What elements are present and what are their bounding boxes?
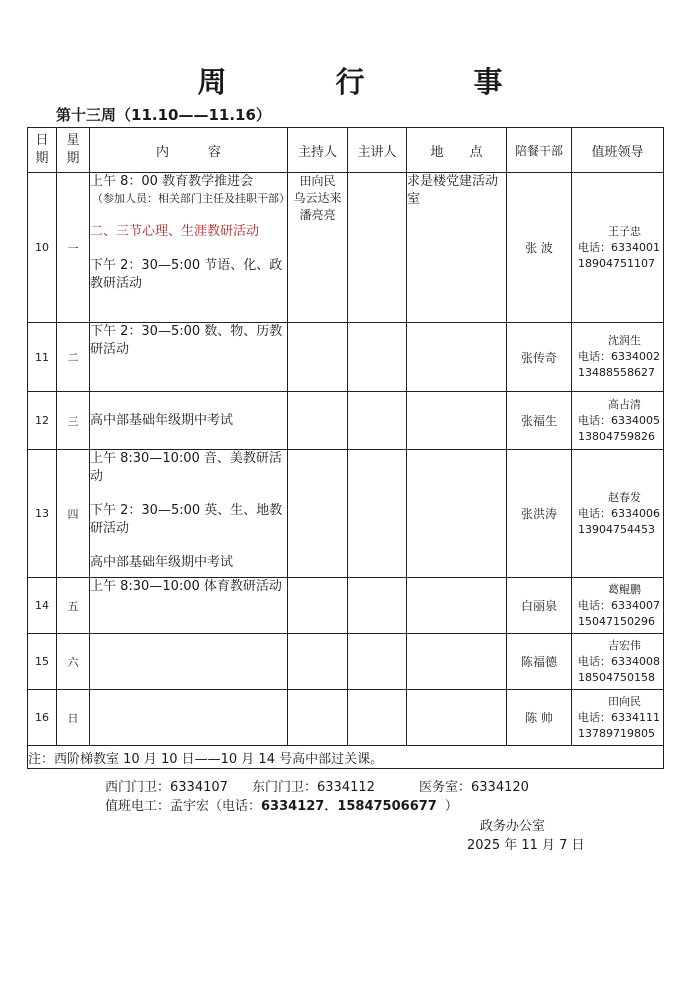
content-line: 上午 8:30—10:00 体育教研活动 [90, 579, 282, 594]
leader-mobile: 13904754453 [578, 522, 655, 536]
content-cell [90, 634, 288, 690]
leader-phone: 电话：6334002 [578, 350, 660, 363]
escort-cell: 陈 帅 [507, 690, 572, 746]
content-line: 高中部基础年级期中考试 [90, 412, 234, 428]
escort-cell: 张洪涛 [507, 450, 572, 578]
leader-phone: 电话：6334005 [578, 413, 660, 427]
table-row [28, 392, 664, 450]
content-line: 二、三节心理、生涯教研活动 [90, 224, 260, 239]
weekday-cell: 五 [57, 578, 90, 634]
place-cell: 求是楼党建活动室 [407, 173, 507, 323]
leader-phone: 电话：6334007 [578, 598, 660, 612]
weekday-cell: 四 [57, 450, 90, 578]
col-header-speaker: 主讲人 [348, 128, 407, 173]
speaker-cell [348, 450, 407, 578]
host-name: 乌云达来 [293, 191, 342, 205]
content-line: 上午 8:30—10:00 音、美教研活动 [90, 451, 282, 484]
leader-mobile: 13488558627 [578, 366, 655, 379]
host-cell [288, 634, 348, 690]
col-header-date: 日 期 [28, 128, 57, 173]
table-row [28, 578, 664, 634]
date-cell: 12 [28, 392, 57, 450]
leader-cell [572, 634, 664, 690]
weekday-cell: 三 [57, 392, 90, 450]
leader-mobile: 18904751107 [578, 256, 655, 270]
duty-electrician-label: 值班电工：孟宇宏（电话： [105, 799, 262, 814]
escort-cell: 陈福德 [507, 634, 572, 690]
escort-cell: 白丽泉 [507, 578, 572, 634]
place-cell [407, 578, 507, 634]
content-line: 下午 2：30—5:00 节语、化、政教研活动 [90, 258, 283, 291]
leader-name: 沈润生 [608, 334, 641, 347]
leader-mobile: 13789719805 [578, 726, 655, 740]
place-cell [407, 450, 507, 578]
gate-contacts [105, 776, 529, 795]
date-cell: 16 [28, 690, 57, 746]
speaker-cell [348, 578, 407, 634]
leader-name: 赵春发 [608, 490, 641, 504]
leader-cell [572, 578, 664, 634]
leader-phone: 电话：6334001 [578, 240, 660, 254]
host-cell [288, 578, 348, 634]
leader-phone: 电话：6334111 [578, 710, 660, 724]
date-cell: 13 [28, 450, 57, 578]
table-row [28, 450, 664, 578]
content-line: 下午 2：30—5:00 英、生、地教研活动 [90, 503, 283, 536]
host-name: 田向民 [299, 174, 336, 188]
date-cell: 10 [28, 173, 57, 323]
leader-cell [572, 450, 664, 578]
leader-cell [572, 690, 664, 746]
leader-cell [572, 392, 664, 450]
host-cell [288, 690, 348, 746]
escort-cell: 张 波 [507, 173, 572, 323]
page-title: 周 行 事 [197, 65, 543, 99]
speaker-cell [348, 690, 407, 746]
weekday-cell: 日 [57, 690, 90, 746]
col-header-escort: 陪餐干部 [507, 128, 572, 173]
table-row [28, 173, 664, 323]
table-row [28, 690, 664, 746]
footnote-row [28, 746, 664, 769]
escort-cell: 张传奇 [507, 323, 572, 392]
host-name: 潘亮亮 [299, 208, 336, 222]
duty-electrician-phones: 6334127．15847506677 [261, 799, 437, 814]
content-line: 高中部基础年级期中考试 [90, 555, 234, 570]
col-header-place: 地 点 [407, 128, 507, 173]
col-header-content: 内 容 [90, 128, 288, 173]
escort-cell: 张福生 [507, 392, 572, 450]
speaker-cell [348, 173, 407, 323]
speaker-cell [348, 634, 407, 690]
speaker-cell [348, 392, 407, 450]
host-cell [288, 173, 348, 323]
leader-cell [572, 173, 664, 323]
leader-name: 王子忠 [608, 224, 641, 238]
week-label: 第十三周（11.10——11.16） [56, 106, 271, 124]
east-gate-phone: 东门门卫：6334112 [252, 780, 375, 795]
leader-phone: 电话：6334006 [578, 506, 660, 520]
content-cell [90, 690, 288, 746]
leader-cell [572, 323, 664, 392]
host-cell [288, 323, 348, 392]
col-header-leader: 值班领导 [572, 128, 664, 173]
weekday-cell: 六 [57, 634, 90, 690]
table-row [28, 323, 664, 392]
date-cell: 15 [28, 634, 57, 690]
leader-name: 田向民 [608, 694, 641, 708]
weekday-cell: 一 [57, 173, 90, 323]
speaker-cell [348, 323, 407, 392]
content-cell [90, 450, 288, 578]
clinic-phone: 医务室：6334120 [419, 780, 529, 795]
schedule-table [27, 127, 664, 769]
leader-name: 葛鲲鹏 [608, 582, 641, 596]
header-row [28, 128, 664, 173]
content-line: 上午 8：00 教育教学推进会 [90, 174, 254, 189]
place-cell [407, 690, 507, 746]
table-row [28, 634, 664, 690]
host-cell [288, 392, 348, 450]
content-line: 下午 2：30—5:00 数、物、历教研活动 [90, 324, 283, 357]
date-cell: 14 [28, 578, 57, 634]
duty-electrician [105, 795, 458, 814]
issue-date: 2025 年 11 月 7 日 [467, 838, 585, 853]
content-cell [90, 578, 288, 634]
footnote: 注：西阶梯教室 10 月 10 日——10 月 14 号高中部过关课。 [28, 746, 664, 769]
attendees-note: （参加人员：相关部门主任及挂职干部） [92, 192, 290, 205]
place-cell [407, 392, 507, 450]
col-header-weekday: 星 期 [57, 128, 90, 173]
leader-mobile: 15047150296 [578, 614, 655, 628]
duty-electrician-close: ） [444, 799, 458, 814]
leader-name: 高占清 [608, 397, 641, 411]
leader-mobile: 18504750158 [578, 670, 655, 684]
content-cell [90, 323, 288, 392]
leader-mobile: 13804759826 [578, 429, 655, 443]
place-cell [407, 634, 507, 690]
weekday-cell: 二 [57, 323, 90, 392]
leader-name: 吉宏伟 [608, 638, 641, 652]
content-cell [90, 392, 288, 450]
leader-phone: 电话：6334008 [578, 654, 660, 668]
host-cell [288, 450, 348, 578]
date-cell: 11 [28, 323, 57, 392]
content-cell [90, 173, 288, 323]
issuer: 政务办公室 [480, 819, 546, 834]
west-gate-phone: 西门门卫：6334107 [105, 780, 228, 795]
col-header-host: 主持人 [288, 128, 348, 173]
place-cell [407, 323, 507, 392]
